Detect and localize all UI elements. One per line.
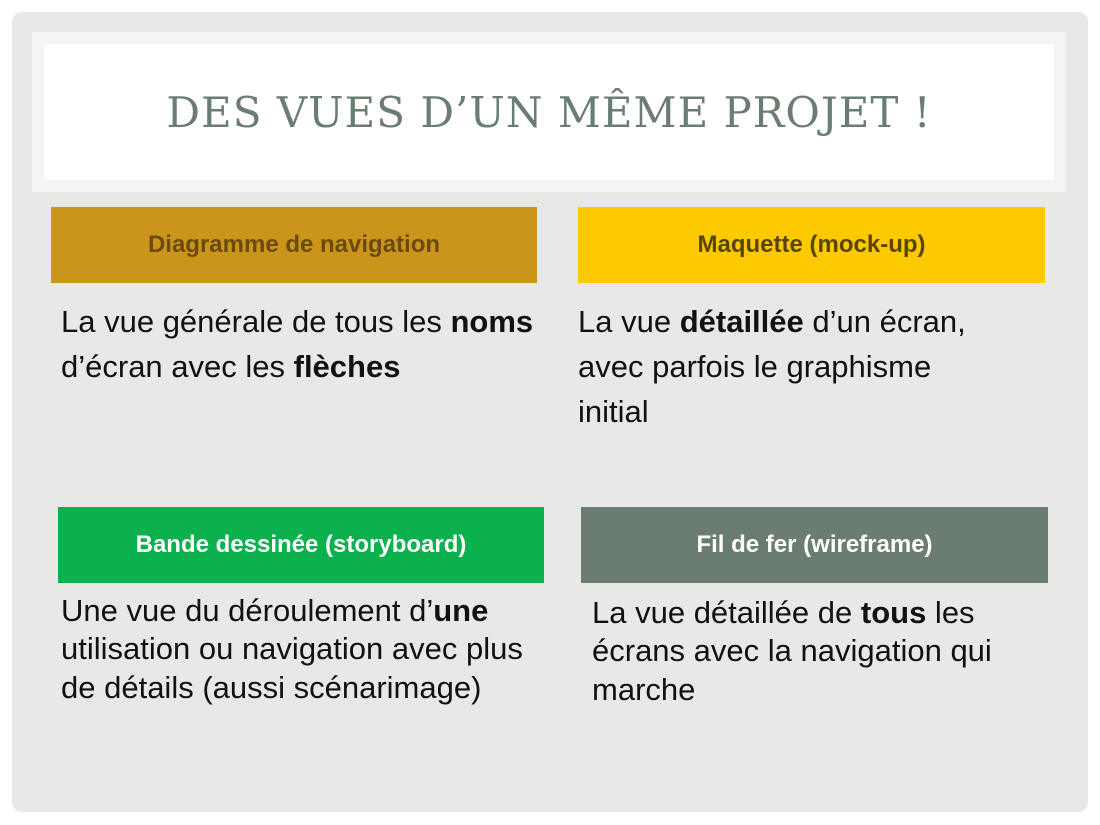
storyboard-header-label: Bande dessinée (storyboard)	[135, 531, 467, 558]
title-box	[44, 44, 1054, 180]
navigation-diagram-header	[51, 207, 537, 283]
wireframe-header	[581, 507, 1048, 583]
description-text: Une vue du déroulement d’	[61, 593, 434, 628]
mockup-header-label: Maquette (mock-up)	[697, 231, 926, 258]
mockup-description	[578, 300, 998, 435]
description-bold: détaillée	[679, 304, 804, 339]
description-text: d’écran avec les	[61, 348, 294, 384]
title-frame	[32, 32, 1066, 192]
description-text: utilisation ou navigation avec plus de détails (aussi scénarimage)	[61, 631, 523, 705]
description-bold: flèches	[293, 348, 401, 384]
description-text: La vue détaillée de	[592, 595, 861, 630]
mockup-header	[578, 207, 1045, 283]
wireframe-header-label: Fil de fer (wireframe)	[696, 531, 933, 558]
description-text: d’un écran, avec parfois le graphisme initial	[578, 304, 966, 429]
wireframe-description	[592, 594, 1012, 709]
storyboard-header	[58, 507, 544, 583]
description-text: les écrans avec la navigation qui marche	[592, 595, 992, 707]
storyboard-description	[61, 592, 541, 707]
slide	[12, 12, 1088, 812]
navigation-diagram-description	[61, 300, 541, 390]
description-bold: tous	[860, 595, 927, 630]
description-text: La vue générale de tous les	[61, 304, 451, 339]
navigation-diagram-header-label: Diagramme de navigation	[147, 231, 441, 258]
description-bold: une	[433, 593, 489, 628]
description-bold: noms	[450, 304, 534, 339]
description-text: La vue	[578, 304, 680, 339]
slide-title: DES VUES D’UN MÊME PROJET !	[166, 87, 932, 137]
